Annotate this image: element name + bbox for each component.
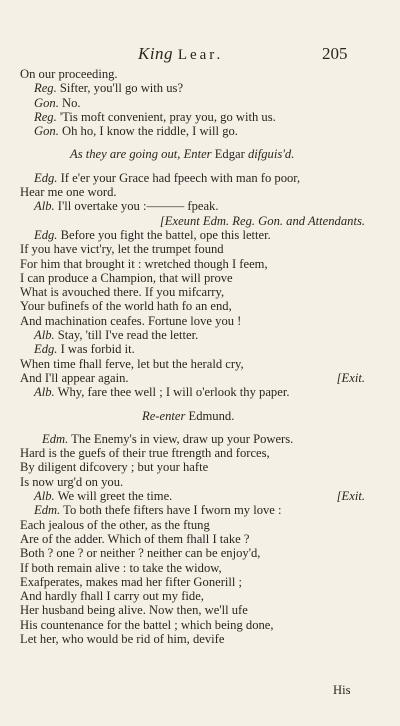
speaker-label: Edg.	[34, 342, 58, 357]
verse-line	[20, 371, 365, 385]
speaker-label: Edg.	[34, 170, 58, 185]
stage-direction-text: Re-enter	[142, 408, 186, 423]
page-number: 205	[322, 44, 348, 63]
running-title-italic: King	[138, 44, 174, 63]
dialogue-line	[20, 228, 365, 242]
verse-line	[20, 575, 365, 589]
line-text: Stay, 'till I've read the letter.	[57, 328, 199, 343]
line-text: I can produce a Champion, that will prove	[20, 270, 233, 285]
line-text: Are of the adder. Which of them fhall I take ?	[20, 531, 250, 546]
verse-line	[20, 314, 365, 328]
verse-line	[20, 475, 365, 489]
dialogue-line	[20, 342, 365, 356]
dialogue-line	[20, 385, 365, 399]
line-text: We will greet the time.	[57, 489, 173, 504]
line-text: And I'll appear again.	[20, 370, 129, 385]
running-header	[0, 44, 400, 68]
dialogue-line	[20, 503, 365, 517]
dialogue-line	[20, 199, 365, 213]
line-text: Both ? one ? or neither ? neither can be enjoy'd,	[20, 546, 261, 561]
verse-line	[20, 460, 365, 474]
line-text: Each jealous of the other, as the ftung	[20, 517, 210, 532]
line-text: When time fhall ferve, let but the herald cry,	[20, 356, 244, 371]
line-text: If you have vict'ry, let the trumpet found	[20, 242, 224, 257]
verse-line	[20, 242, 365, 256]
verse-line	[20, 285, 365, 299]
speaker-label: Edm.	[42, 431, 69, 446]
play-text	[20, 67, 365, 646]
verse-line	[20, 532, 365, 546]
verse-line	[20, 299, 365, 313]
line-text: Let her, who would be rid of him, devife	[20, 631, 225, 646]
line-text: Oh ho, I know the riddle, I will go.	[62, 124, 238, 139]
speaker-label: Alb.	[34, 385, 55, 400]
verse-line	[20, 589, 365, 603]
stage-direction	[20, 147, 365, 161]
line-text: No.	[62, 95, 81, 110]
line-text: Is now urg'd on you.	[20, 474, 124, 489]
line-text: His countenance for the battel ; which being done,	[20, 617, 274, 632]
speaker-label: Gon.	[34, 124, 59, 139]
line-text: Why, fare thee well ; I will o'erlook thy paper.	[57, 385, 290, 400]
line-text: To both thefe fifters have I fworn my love :	[63, 503, 282, 518]
line-text: If both remain alive : to take the widow,	[20, 560, 222, 575]
dialogue-line	[20, 124, 365, 138]
dialogue-line	[20, 328, 365, 342]
speaker-label: Edg.	[34, 227, 58, 242]
stage-direction-name: Edgar	[214, 147, 245, 162]
exit-text: [Exeunt Edm. Reg. Gon. and Attendants.	[159, 213, 365, 228]
exit-direction	[20, 214, 365, 228]
line-text: Your bufinefs of the world hath fo an end,	[20, 299, 232, 314]
stage-direction	[20, 409, 365, 423]
line-text: Her husband being alive. Now then, we'll ufe	[20, 603, 248, 618]
line-text: Before you fight the battel, ope this letter.	[60, 227, 271, 242]
exit-text: [Exit.	[336, 489, 365, 504]
line-text: And machination ceafes. Fortune love you !	[20, 313, 242, 328]
stage-direction-name: Edmund.	[188, 408, 235, 423]
line-text: And hardly fhall I carry out my fide,	[20, 589, 204, 604]
line-text: Sifter, you'll go with us?	[59, 81, 184, 96]
verse-line	[20, 271, 365, 285]
dialogue-line	[20, 489, 365, 503]
running-title-caps: Lear.	[177, 47, 224, 63]
line-text: For him that brought it : wretched though I feem,	[20, 256, 268, 271]
verse-line	[20, 618, 365, 632]
line-text: Hard is the guefs of their true ftrength and forces,	[20, 446, 270, 461]
dialogue-line	[20, 81, 365, 95]
speaker-label: Reg.	[34, 109, 57, 124]
verse-line	[20, 357, 365, 371]
verse-line	[20, 561, 365, 575]
verse-line	[20, 185, 365, 199]
dialogue-line	[20, 110, 365, 124]
speaker-label: Edm.	[34, 503, 61, 518]
speaker-label: Alb.	[34, 199, 55, 214]
exit-text: [Exit.	[336, 370, 365, 385]
dialogue-line	[20, 432, 365, 446]
line-text: Hear me one word.	[20, 185, 117, 200]
speaker-label: Gon.	[34, 95, 59, 110]
stage-direction-text: Enter	[183, 147, 212, 162]
verse-line	[20, 446, 365, 460]
verse-line	[20, 546, 365, 560]
line-text: The Enemy's in view, draw up your Powers.	[71, 431, 294, 446]
speaker-label: Alb.	[34, 328, 55, 343]
catchword: His	[333, 683, 351, 697]
verse-line	[20, 518, 365, 532]
stage-direction-text: difguis'd.	[247, 147, 295, 162]
dialogue-line	[20, 96, 365, 110]
line-text: On our proceeding.	[20, 67, 118, 81]
verse-line	[20, 632, 365, 646]
stage-direction-text: As they are going out,	[70, 147, 181, 162]
dialogue-line	[20, 171, 365, 185]
line-text: Exafperates, makes mad her fifter Gonerill ;	[20, 574, 243, 589]
line-text: 'Tis moft convenient, pray you, go with us.	[59, 109, 276, 124]
line-text: If e'er your Grace had fpeech with man fo poor,	[60, 170, 301, 185]
verse-line	[20, 603, 365, 617]
line-text: I was forbid it.	[60, 342, 135, 357]
running-title	[138, 44, 223, 64]
line-text: What is avouched there. If you mifcarry,	[20, 285, 225, 300]
speaker-label: Alb.	[34, 489, 55, 504]
line-text: By diligent difcovery ; but your hafte	[20, 460, 209, 475]
verse-line	[20, 257, 365, 271]
speaker-label: Reg.	[34, 81, 57, 96]
line-text: I'll overtake you :——— fpeak.	[57, 199, 219, 214]
verse-line	[20, 67, 365, 81]
